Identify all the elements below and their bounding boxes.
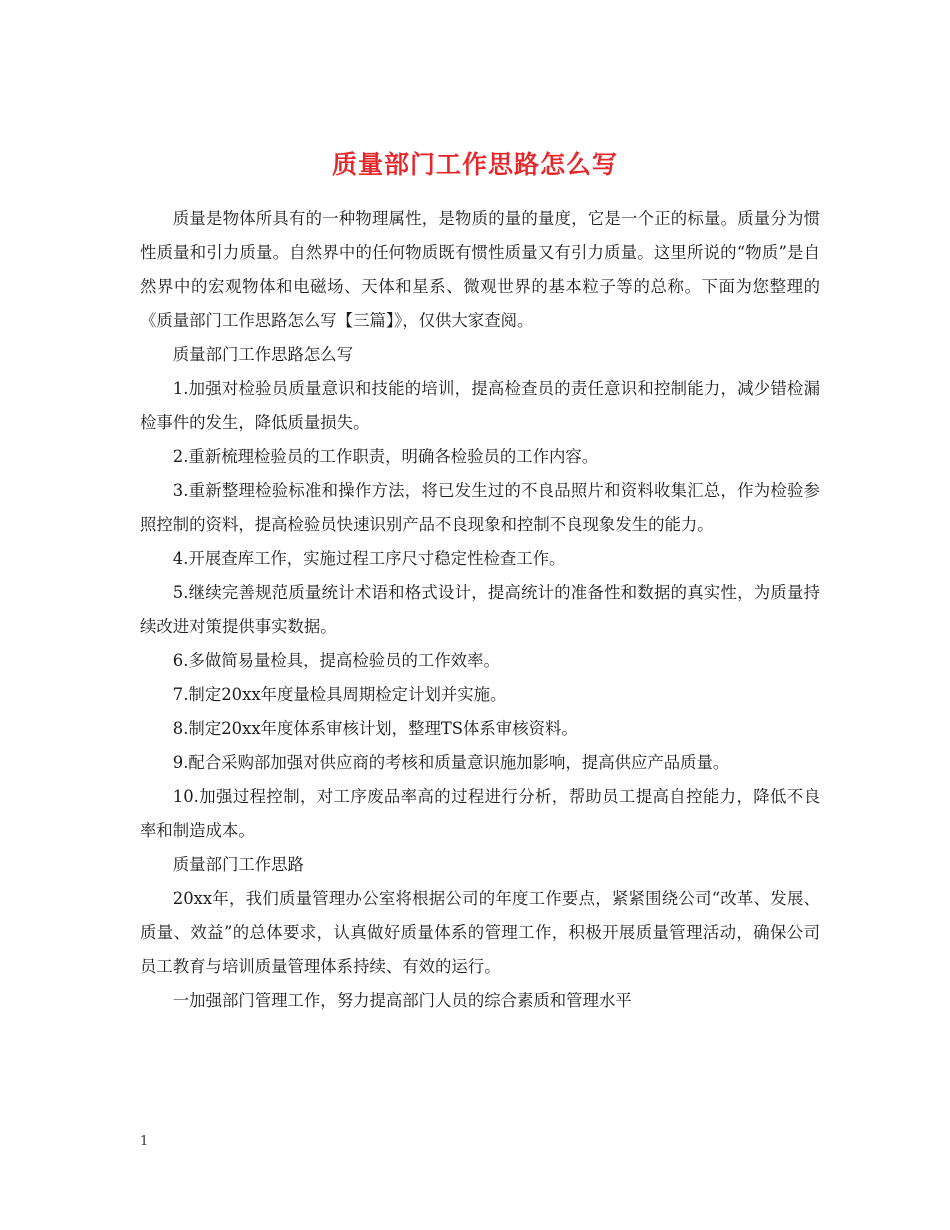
paragraph: 质量部门工作思路 (172, 855, 304, 874)
paragraph: 一加强部门管理工作，努力提高部门人员的综合素质和管理水平 (172, 991, 632, 1010)
paragraph: 质量是物体所具有的一种物理属性，是物质的量的量度，它是一个正的标量。质量分为惯性质量和引力质量。自然界中的任何物质既有惯性质量又有引力质量。这里所说的“物质”是自然界中的宏观物体和电磁场、天体和星系、微观世界的基本粒子等的总称。下面为您整理的《质量部门工作思路怎么写【三篇】》，仅供大家查阅。 (140, 209, 820, 330)
paragraph: 6.多做简易量检具，提高检验员的工作效率。 (172, 651, 500, 670)
paragraph: 3.重新整理检验标准和操作方法，将已发生过的不良品照片和资料收集汇总，作为检验参照控制的资料，提高检验员快速识别产品不良现象和控制不良现象发生的能力。 (140, 481, 820, 534)
document-body (140, 202, 820, 1018)
paragraph: 2.重新梳理检验员的工作职责，明确各检验员的工作内容。 (172, 447, 599, 466)
paragraph: 9.配合采购部加强对供应商的考核和质量意识施加影响，提高供应产品质量。 (172, 753, 730, 772)
paragraph: 4.开展查库工作，实施过程工序尺寸稳定性检查工作。 (172, 549, 566, 568)
paragraph: 7.制定20xx年度量检具周期检定计划并实施。 (172, 685, 507, 704)
paragraph: 5.继续完善规范质量统计术语和格式设计，提高统计的准备性和数据的真实性，为质量持续改进对策提供事实数据。 (140, 583, 820, 636)
paragraph: 20xx年，我们质量管理办公室将根据公司的年度工作要点，紧紧围绕公司“改革、发展、质量、效益”的总体要求，认真做好质量体系的管理工作，积极开展质量管理活动，确保公司员工教育与培训质量管理体系持续、有效的运行。 (140, 889, 820, 976)
paragraph: 质量部门工作思路怎么写 (172, 345, 354, 364)
document-title: 质量部门工作思路怎么写 (331, 149, 618, 179)
paragraph: 10.加强过程控制，对工序废品率高的过程进行分析，帮助员工提高自控能力，降低不良率和制造成本。 (140, 787, 820, 840)
paragraph: 1.加强对检验员质量意识和技能的培训，提高检查员的责任意识和控制能力，减少错检漏检事件的发生，降低质量损失。 (140, 379, 820, 432)
paragraph: 8.制定20xx年度体系审核计划，整理TS体系审核资料。 (172, 719, 578, 738)
page-number: 1 (140, 1134, 149, 1149)
